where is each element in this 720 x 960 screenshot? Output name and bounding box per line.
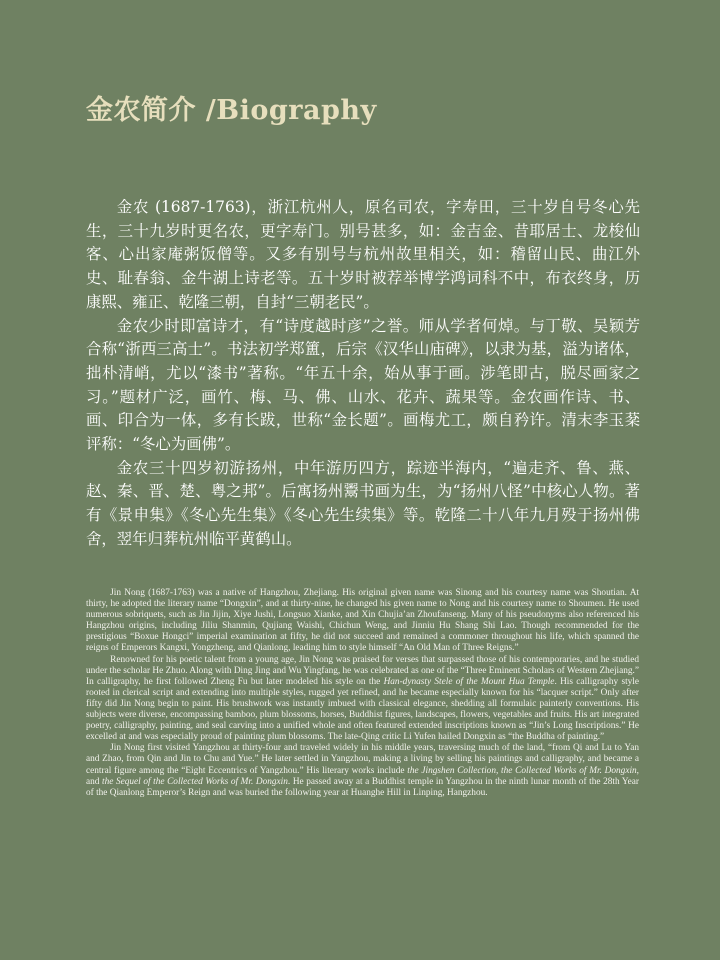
chinese-paragraph: 金农 (1687-1763)，浙江杭州人，原名司农，字寿田，三十岁自号冬心先生，三十九岁时更名农，更字寿门。别号甚多，如：金吉金、昔耶居士、龙梭仙客、心出家庵粥饭僧等。又多有别号与杭州故里相关，如：稽留山民、曲江外史、耻春翁、金牛湖上诗老等。五十岁时被荐举博学鸿词科不中，布衣终身，历康熙、雍正、乾隆三朝，自封“三朝老民”。 bbox=[86, 198, 640, 311]
english-biography bbox=[86, 588, 639, 799]
english-paragraph: Jin Nong (1687-1763) was a native of Hangzhou, Zhejiang. His original given name was Sinong and his courtesy name was Shoutian. At thirty, he adopted the literary name “Dongxin”, and at thirty-nine, he changed his given name to Nong and his courtesy name to Shoumen. He used numerous sobriquets, such as Jin Jijin, Xiye Jushi, Longsuo Xianke, and Xin Chujia’an Zhoufanseng. Many of his pseudonyms also referenced his Hangzhou origins, including Jiliu Shanmin, Qujiang Waishi, Chichun Weng, and Jinniu Hu Shang Shi Lao. Though recommended for the prestigious “Boxue Hongci” imperial examination at fifty, he did not succeed and remained a commoner throughout his life, which spanned the reigns of Emperors Kangxi, Yongzheng, and Qianlong, leading him to style himself “An Old Man of Three Reigns.” bbox=[86, 588, 639, 654]
chinese-paragraph: 金农少时即富诗才，有“诗度越时彦”之誉。师从学者何焯。与丁敬、吴颖芳合称“浙西三高士”。书法初学郑簠，后宗《汉华山庙碑》，以隶为基，溢为诸体，拙朴清峭，尤以“漆书”著称。“年五十余，始从事于画。涉笔即古，脱尽画家之习。”题材广泛，画竹、梅、马、佛、山水、花卉、蔬果等。金农画作诗、书、画、印合为一体，多有长跋，世称“金长题”。画梅尤工，颇自矜许。清末李玉棻评称：“冬心为画佛”。 bbox=[86, 316, 640, 454]
page-title: 金农简介 /Biography bbox=[86, 95, 377, 126]
english-paragraph: Renowned for his poetic talent from a young age, Jin Nong was praised for verses that surpassed those of his contemporaries, and he studied under the scholar He Zhuo. Along with Ding Jing and Wu Yingfang, he was celebrated as one of the “Three Eminent Scholars of Western Zhejiang.” In calligraphy, he first followed Zheng Fu but later modeled his style on the Han-dynasty Stele of the Mount Hua Temple. His calligraphy style rooted in clerical script and extending into multiple styles, rugged yet refined, and he became especially known for his “lacquer script.” Only after fifty did Jin Nong begin to paint. His brushwork was instantly imbued with classical elegance, shedding all formulaic painterly conventions. His subjects were diverse, encompassing bamboo, plum blossoms, horses, Buddhist figures, landscapes, flowers, vegetables and fruits. His art integrated poetry, calligraphy, painting, and seal carving into a unified whole and often featured extended inscriptions known as “Jin’s Long Inscriptions.” He excelled at and was especially proud of painting plum blossoms. The late-Qing critic Li Yufen hailed Dongxin as “the Buddha of painting.” bbox=[86, 654, 640, 743]
english-paragraph: Jin Nong first visited Yangzhou at thirty-four and traveled widely in his middle years, traversing much of the land, “from Qi and Lu to Yan and Zhao, from Qin and Jin to Chu and Yue.” He later settled in Yangzhou, making a living by selling his paintings and calligraphy, and became a central figure among the “Eight Eccentrics of Yangzhou.” His literary works include the Jingshen Collection, the Collected Works of Mr. Dongxin, and the Sequel of the Collected Works of Mr. Dongxin. He passed away at a Buddhist temple in Yangzhou in the ninth lunar month of the 28th Year of the Qianlong Emperor’s Reign and was buried the following year at Huanghe Hill in Linping, Hangzhou. bbox=[86, 743, 639, 798]
chinese-biography bbox=[86, 196, 640, 552]
chinese-paragraph: 金农三十四岁初游扬州，中年游历四方，踪迹半海内，“遍走齐、鲁、燕、赵、秦、晋、楚、粤之邦”。后寓扬州鬻书画为生，为“扬州八怪”中核心人物。著有《景申集》《冬心先生集》《冬心先生续集》等。乾隆二十八年九月殁于扬州佛舍，翌年归葬杭州临平黄鹤山。 bbox=[86, 458, 640, 548]
